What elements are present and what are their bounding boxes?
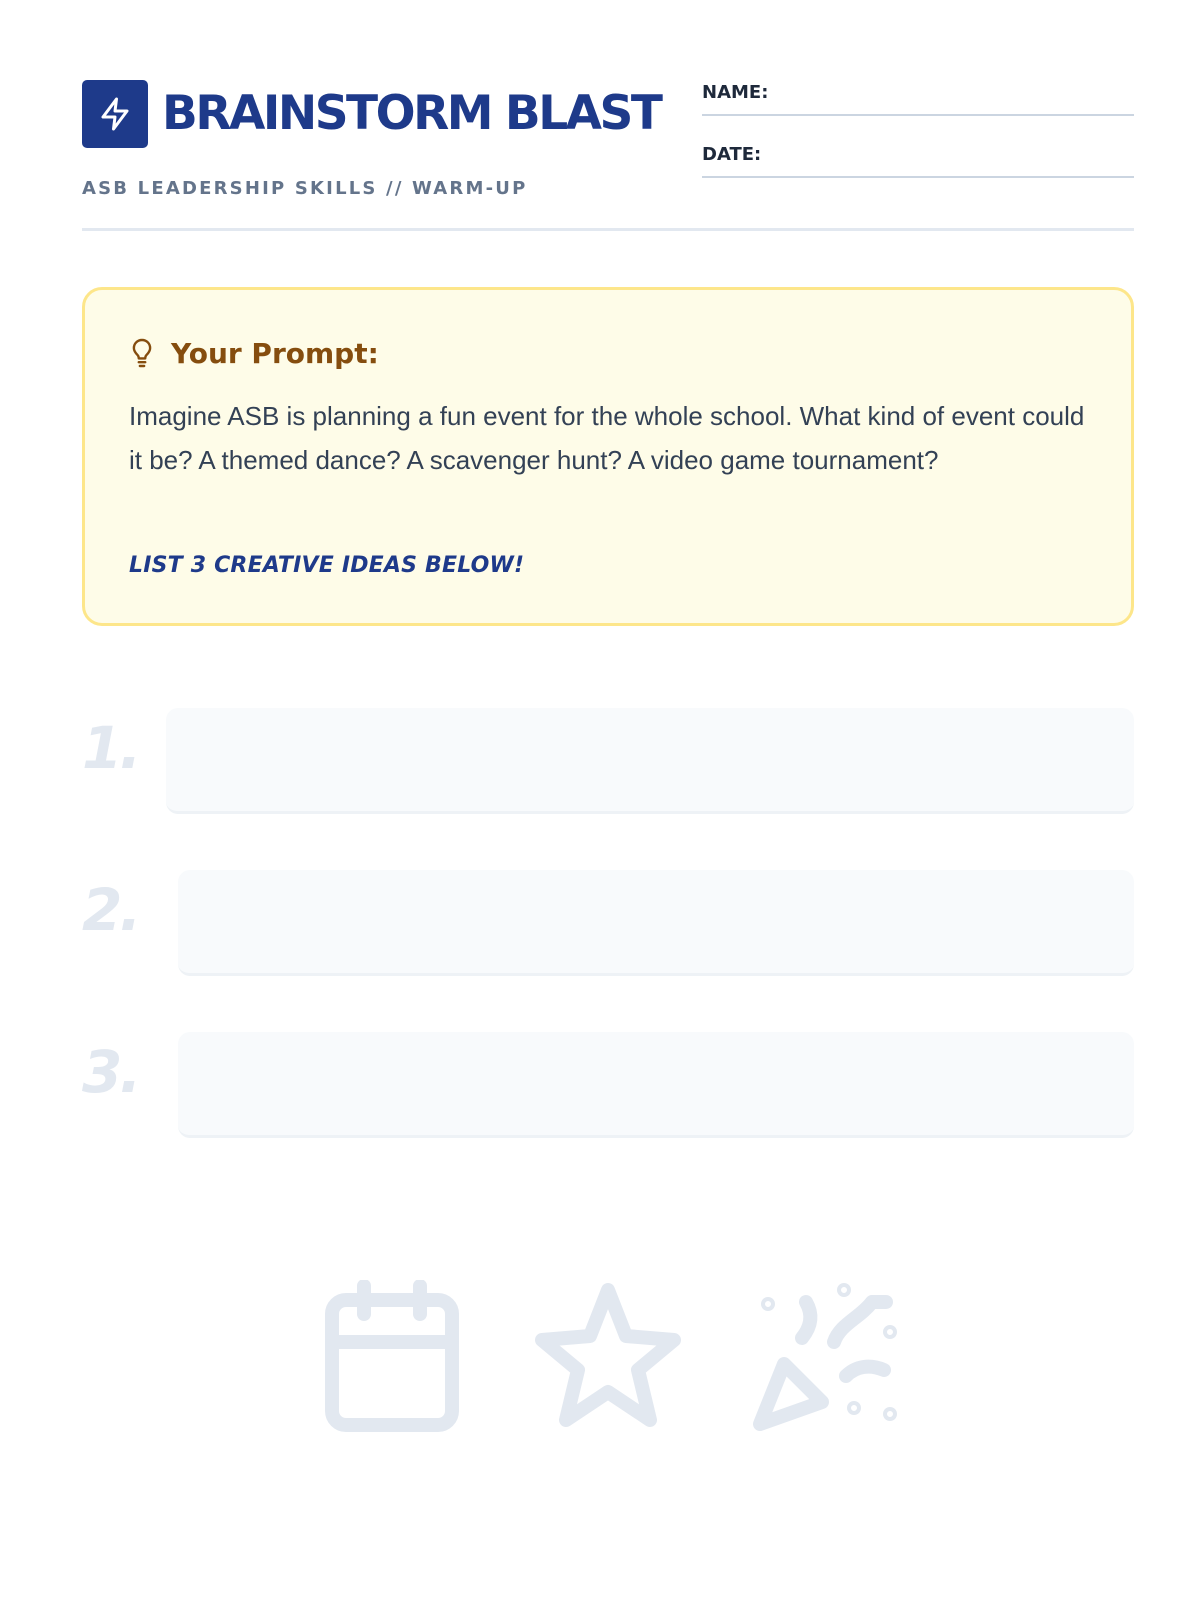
name-label: NAME: bbox=[702, 82, 769, 103]
date-field[interactable] bbox=[702, 142, 1134, 178]
star-icon bbox=[530, 1280, 686, 1432]
idea-answer-box-2[interactable] bbox=[178, 870, 1134, 976]
lightbulb-icon bbox=[129, 336, 155, 370]
page-title: BRAINSTORM BLAST bbox=[162, 86, 661, 141]
worksheet-header bbox=[82, 80, 1134, 232]
idea-number-1: 1. bbox=[82, 714, 139, 782]
party-popper-icon bbox=[748, 1280, 902, 1432]
lightning-icon bbox=[97, 96, 133, 132]
prompt-text: Imagine ASB is planning a fun event for the whole school. What kind of event could it be? A themed dance? A scavenger hunt? A video game tournament? bbox=[129, 401, 1085, 475]
prompt-title: Your Prompt: bbox=[171, 336, 379, 370]
calendar-icon bbox=[322, 1280, 462, 1432]
header-divider bbox=[82, 228, 1134, 231]
idea-answer-box-1[interactable] bbox=[166, 708, 1134, 814]
name-field[interactable] bbox=[702, 80, 1134, 116]
logo bbox=[82, 80, 148, 148]
idea-number-3: 3. bbox=[82, 1038, 139, 1106]
prompt-card bbox=[82, 287, 1134, 626]
decorative-icons bbox=[322, 1280, 902, 1432]
page-subtitle: ASB LEADERSHIP SKILLS // WARM-UP bbox=[82, 178, 528, 199]
idea-answer-box-3[interactable] bbox=[178, 1032, 1134, 1138]
prompt-instruction: LIST 3 CREATIVE IDEAS BELOW! bbox=[129, 553, 525, 578]
date-label: DATE: bbox=[702, 144, 762, 165]
idea-number-2: 2. bbox=[82, 876, 139, 944]
prompt-header bbox=[129, 336, 379, 370]
